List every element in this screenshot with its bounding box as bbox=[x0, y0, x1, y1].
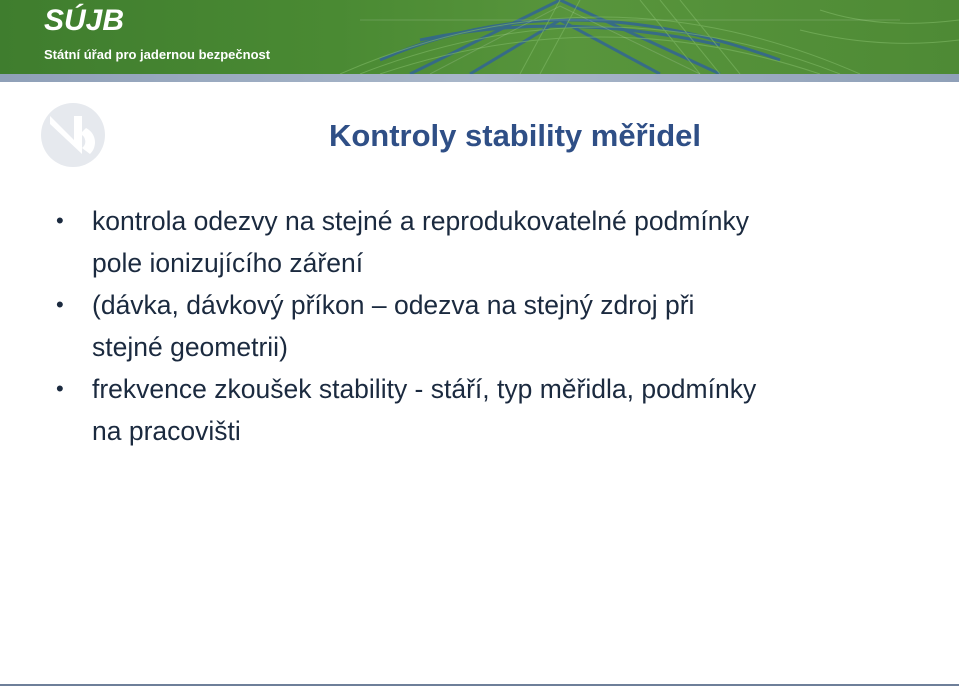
header-banner bbox=[0, 0, 959, 74]
bullet-line: frekvence zkoušek stability - stáří, typ měřidla, podmínky bbox=[92, 374, 757, 404]
bullet-item bbox=[56, 200, 936, 284]
bullet-dot-icon: • bbox=[56, 292, 64, 317]
bullet-dot-icon: • bbox=[56, 376, 64, 401]
bullet-dot-icon: • bbox=[56, 208, 64, 233]
bullet-line: (dávka, dávkový příkon – odezva na stejný zdroj při bbox=[92, 290, 695, 320]
bullet-line: na pracovišti bbox=[92, 416, 241, 446]
bullet-list bbox=[56, 200, 936, 452]
agency-name: Státní úřad pro jadernou bezpečnost bbox=[44, 47, 271, 62]
slide-title: Kontroly stability měřidel bbox=[328, 118, 702, 153]
bullet-line: stejné geometrii) bbox=[92, 332, 288, 362]
bullet-line: pole ionizujícího záření bbox=[92, 248, 364, 278]
banner-pattern-icon bbox=[0, 0, 959, 74]
bullet-item bbox=[56, 368, 936, 452]
bullet-line: kontrola odezvy na stejné a reprodukovatelné podmínky bbox=[92, 206, 750, 236]
header-stripe bbox=[0, 74, 959, 82]
bullet-item bbox=[56, 284, 936, 368]
agency-logo: SÚJB bbox=[44, 4, 125, 37]
sujb-emblem-icon bbox=[40, 102, 106, 168]
